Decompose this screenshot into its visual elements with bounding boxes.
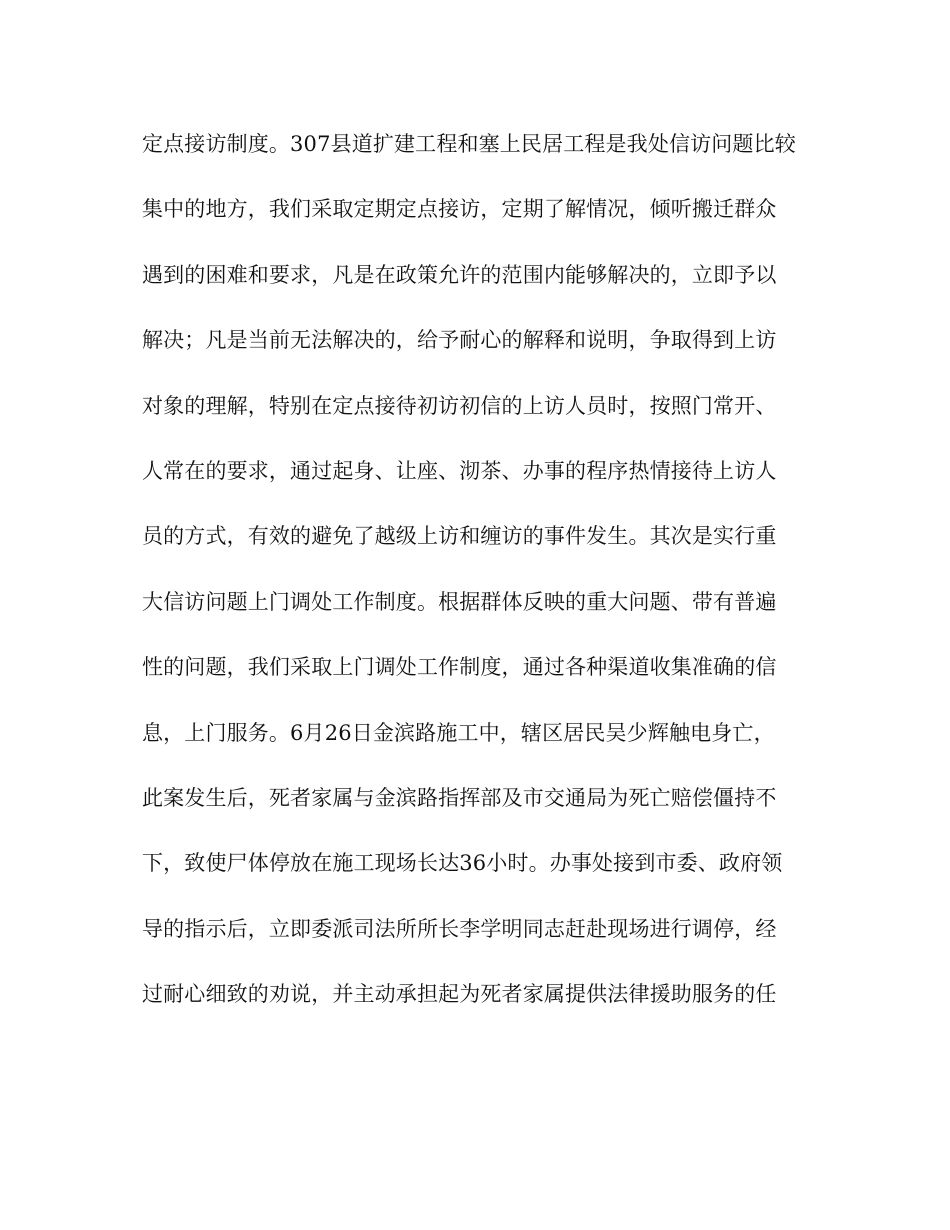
- body-text: [142, 126, 822, 1041]
- text-line: 员的方式，有效的避免了越级上访和缠访的事件发生。其次是实行重: [142, 524, 777, 549]
- text-line: 解决；凡是当前无法解决的，给予耐心的解释和说明，争取得到上访: [142, 328, 777, 353]
- text-line: 定点接访制度。307县道扩建工程和塞上民居工程是我处信访问题比较: [142, 132, 796, 156]
- text-line: 导的指示后，立即委派司法所所长李学明同志赶赴现场进行调停，经: [142, 916, 777, 941]
- text-line: 人常在的要求，通过起身、让座、沏茶、办事的程序热情接待上访人: [142, 458, 777, 483]
- text-line: 下，致使尸体停放在施工现场长达36小时。办事处接到市委、政府领: [142, 851, 783, 876]
- text-line: 对象的理解，特别在定点接待初访初信的上访人员时，按照门常开、: [142, 393, 777, 418]
- text-line: 此案发生后，死者家属与金滨路指挥部及市交通局为死亡赔偿僵持不: [142, 785, 777, 810]
- text-line: 大信访问题上门调处工作制度。根据群体反映的重大问题、带有普遍: [142, 589, 777, 614]
- text-line: 遇到的困难和要求，凡是在政策允许的范围内能够解决的，立即予以: [142, 262, 777, 287]
- text-line: 性的问题，我们采取上门调处工作制度，通过各种渠道收集准确的信: [142, 655, 777, 680]
- text-line: 息，上门服务。6月26日金滨路施工中，辖区居民吴少辉触电身亡，: [142, 720, 775, 745]
- text-line: 集中的地方，我们采取定期定点接访，定期了解情况，倾听搬迁群众: [142, 197, 777, 222]
- text-line: 过耐心细致的劝说，并主动承担起为死者家属提供法律援助服务的任: [142, 982, 777, 1007]
